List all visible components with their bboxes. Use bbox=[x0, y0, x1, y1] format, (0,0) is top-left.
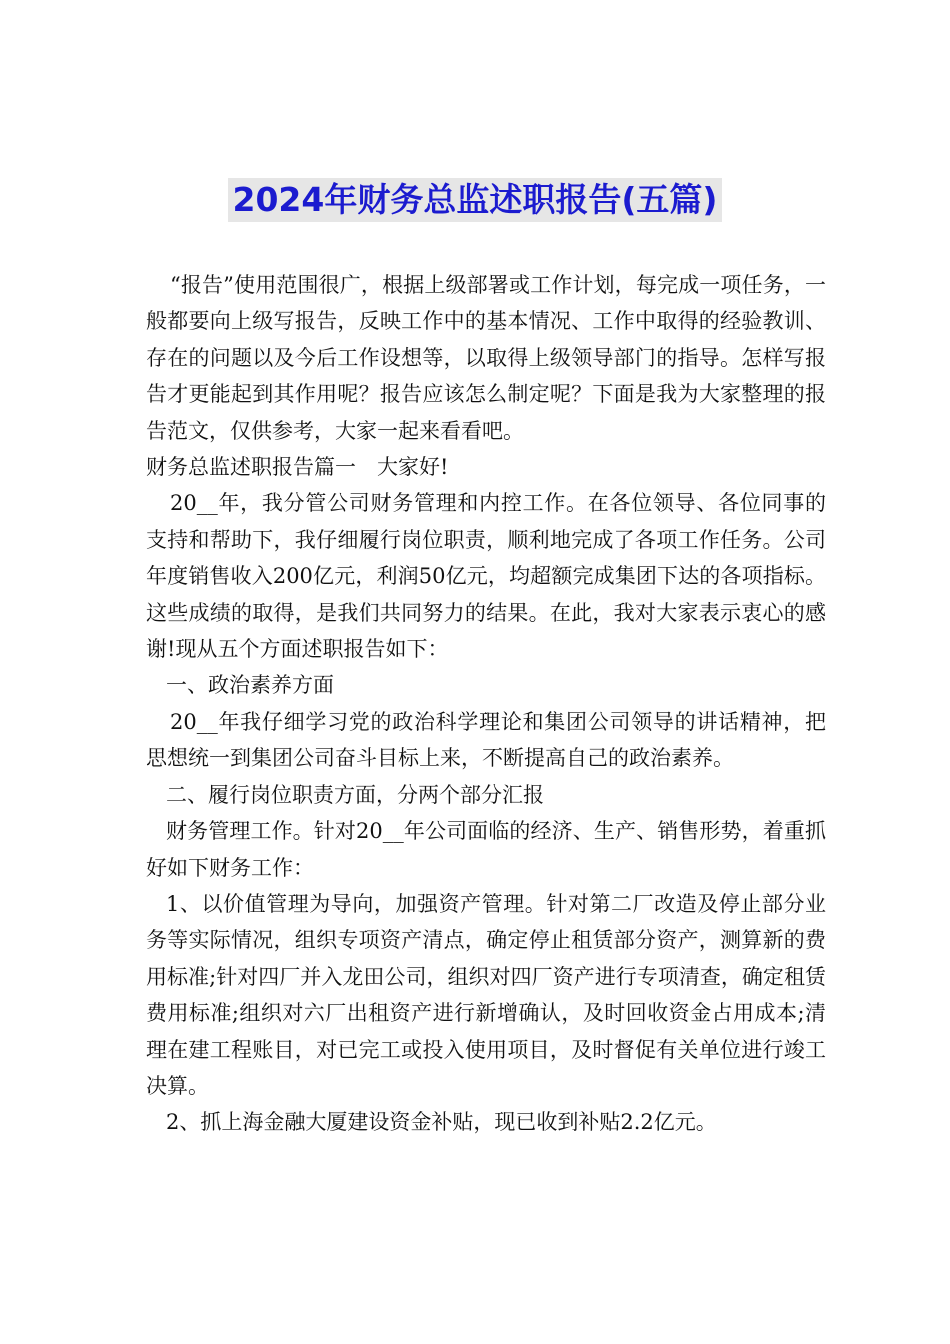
section-heading: 二、履行岗位职责方面，分两个部分汇报 bbox=[166, 782, 544, 807]
list-item-paragraph: 2、抓上海金融大厦建设资金补贴，现已收到补贴2.2亿元。 bbox=[166, 1110, 717, 1135]
body-paragraph: 财务管理工作。针对20__年公司面临的经济、生产、销售形势，着重抓好如下财务工作： bbox=[146, 819, 826, 880]
intro-paragraph: “报告”使用范围很广，根据上级部署或工作计划，每完成一项任务，一般都要向上级写报告，反映工作中的基本情况、工作中取得的经验教训、存在的问题以及今后工作设想等，以取得上级领导部门的指导。怎样写报告才更能起到其作用呢？报告应该怎么制定呢？下面是我为大家整理的报告范文，仅供参考，大家一起来看看吧。 bbox=[146, 273, 826, 443]
document-title: 2024年财务总监述职报告(五篇) bbox=[228, 178, 721, 222]
title-container bbox=[0, 178, 950, 222]
list-item-paragraph: 1、以价值管理为导向，加强资产管理。针对第二厂改造及停止部分业务等实际情况，组织专项资产清点，确定停止租赁部分资产，测算新的费用标准;针对四厂并入龙田公司，组织对四厂资产进行专项清查，确定租赁费用标准;组织对六厂出租资产进行新增确认，及时回收资金占用成本;清理在建工程账目，对已完工或投入使用项目，及时督促有关单位进行竣工决算。 bbox=[146, 891, 826, 1098]
section-heading: 一、政治素养方面 bbox=[166, 673, 334, 698]
body-paragraph: 20__年我仔细学习党的政治科学理论和集团公司领导的讲话精神，把思想统一到集团公司奋斗目标上来，不断提高自己的政治素养。 bbox=[146, 709, 826, 771]
section-heading-part-one: 财务总监述职报告篇一 大家好! bbox=[146, 455, 449, 480]
body-paragraph: 20__年，我分管公司财务管理和内控工作。在各位领导、各位同事的支持和帮助下，我仔细履行岗位职责，顺利地完成了各项工作任务。公司年度销售收入200亿元，利润50亿元，均超额完成集团下达的各项指标。这些成绩的取得，是我们共同努力的结果。在此，我对大家表示衷心的感谢!现从五个方面述职报告如下： bbox=[146, 491, 826, 662]
document-body bbox=[146, 267, 826, 1141]
